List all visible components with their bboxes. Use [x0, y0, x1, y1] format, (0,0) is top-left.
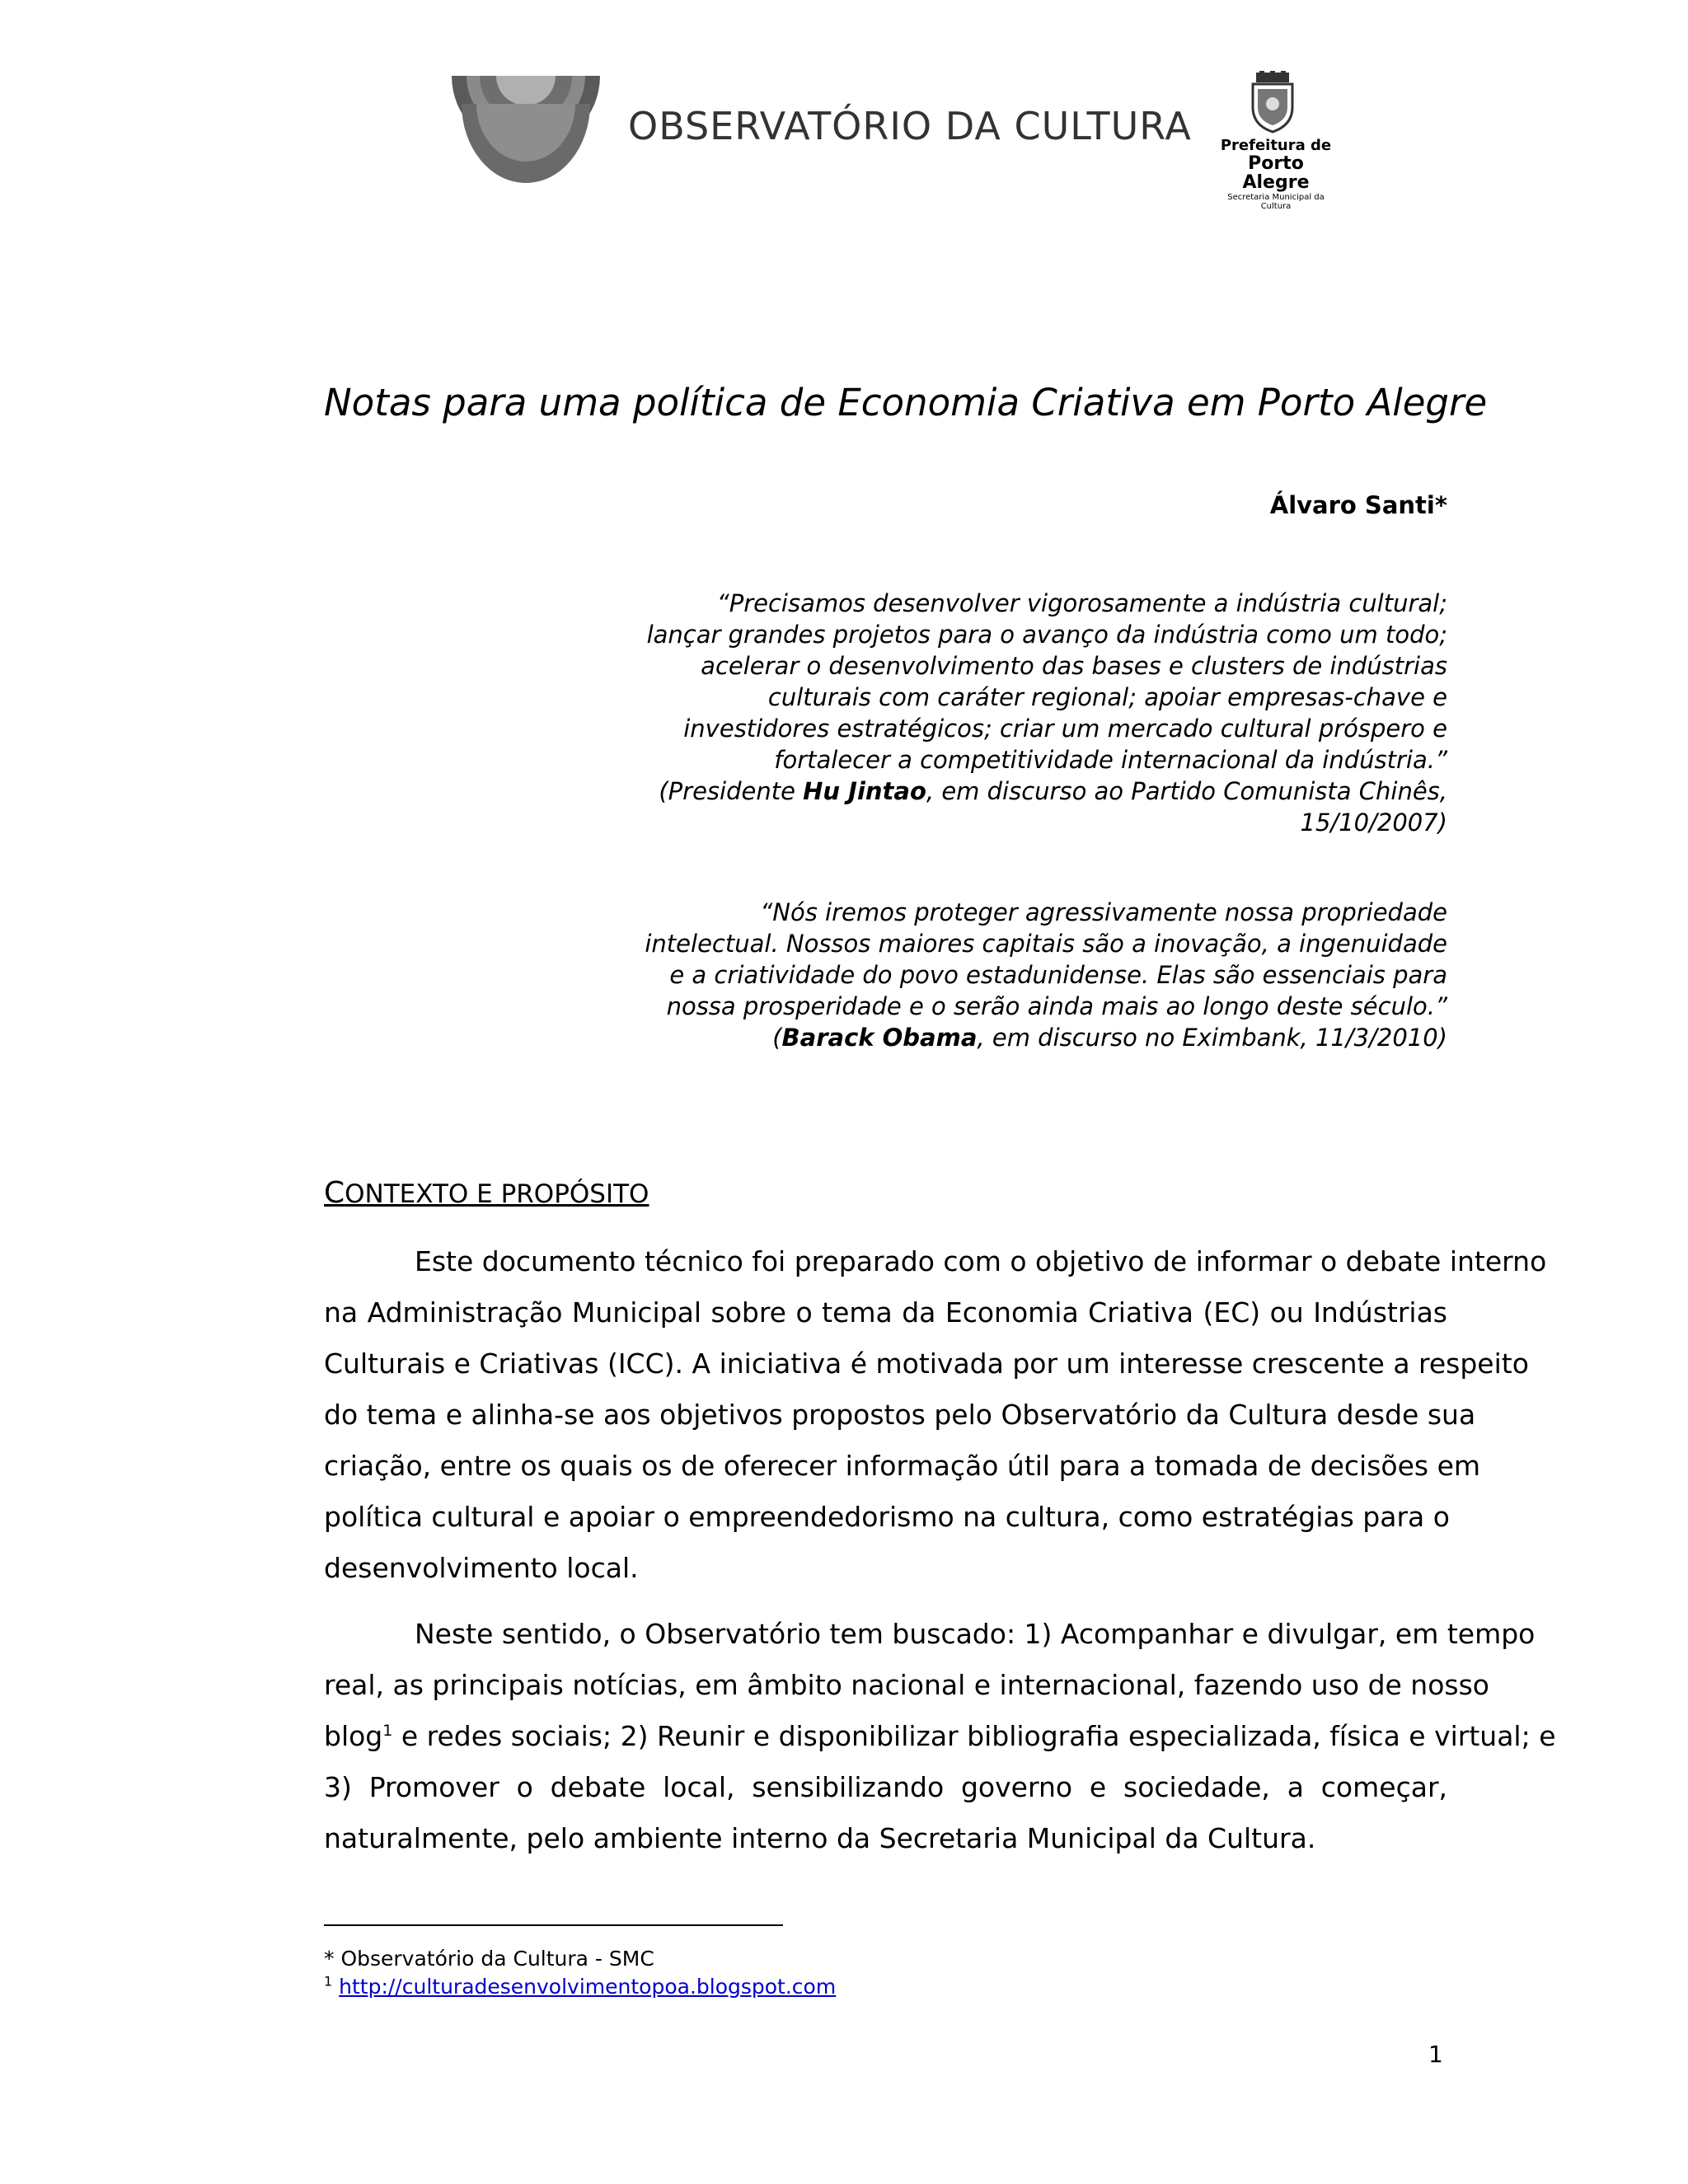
paragraph-line: 3) Promover o debate local, sensibilizando governo e sociedade, a começar,	[324, 1771, 1447, 1803]
paragraph-line: Culturais e Criativas (ICC). A iniciativa é motivada por um interesse crescente a respeito	[324, 1347, 1529, 1380]
body-paragraph-1	[324, 1236, 1547, 1594]
paragraph-line: Este documento técnico foi preparado com o objetivo de informar o debate interno	[415, 1245, 1547, 1277]
page-number: 1	[1428, 2041, 1443, 2068]
prefeitura-line3: Secretaria Municipal da Cultura	[1227, 193, 1325, 211]
epigraph-obama	[645, 897, 1447, 1053]
epigraph-line: fortalecer a competitividade internacional da indústria.”	[774, 746, 1447, 774]
paragraph-line: desenvolvimento local.	[324, 1552, 639, 1584]
footnote-author: * Observatório da Cultura - SMC	[324, 1947, 654, 1971]
epigraph-line: e a criatividade do povo estadunidense. Elas são essenciais para	[669, 961, 1447, 989]
paragraph-line: política cultural e apoiar o empreendedorismo na cultura, como estratégias para o	[324, 1501, 1450, 1533]
paragraph-line: blog$^1$ e redes sociais; 2) Reunir e disponibilizar bibliografia especializada, física e virtual; e	[324, 1720, 1556, 1752]
epigraph-date: 15/10/2007)	[1300, 808, 1447, 837]
footnote-ref[interactable]: 1	[382, 1722, 393, 1740]
footnote-marker: 1	[324, 1973, 333, 1990]
observatorio-logo-icon	[452, 76, 600, 183]
prefeitura-line1: Prefeitura de	[1220, 137, 1332, 154]
epigraph-attribution: (Presidente Hu Jintao, em discurso ao Partido Comunista Chinês,	[659, 777, 1447, 805]
blog-link[interactable]: http://culturadesenvolvimentopoa.blogspot.com	[339, 1975, 837, 1999]
epigraph-hu-jintao	[647, 588, 1447, 838]
document-title: Notas para uma política de Economia Criativa em Porto Alegre	[324, 381, 1488, 424]
epigraph-line: lançar grandes projetos para o avanço da indústria como um todo;	[646, 621, 1447, 649]
footnote-separator	[324, 1924, 783, 1926]
attribution-name: Barack Obama	[781, 1024, 978, 1052]
prefeitura-crest-icon	[1248, 71, 1297, 134]
epigraph-line: “Nós iremos proteger agressivamente nossa propriedade	[760, 898, 1447, 926]
epigraph-line: “Precisamos desenvolver vigorosamente a indústria cultural;	[716, 589, 1447, 617]
prefeitura-line2: Porto Alegre	[1242, 152, 1310, 193]
paragraph-line: Neste sentido, o Observatório tem buscado: 1) Acompanhar e divulgar, em tempo	[415, 1618, 1536, 1650]
epigraph-line: intelectual. Nossos maiores capitais são a inovação, a ingenuidade	[645, 930, 1447, 958]
paragraph-line: do tema e alinha-se aos objetivos propostos pelo Observatório da Cultura desde sua	[324, 1399, 1476, 1431]
paragraph-line: naturalmente, pelo ambiente interno da Secretaria Municipal da Cultura.	[324, 1822, 1316, 1854]
attribution-name: Hu Jintao	[803, 777, 926, 805]
epigraph-line: culturais com caráter regional; apoiar empresas-chave e	[767, 683, 1447, 711]
footnote-blog	[324, 1975, 836, 1999]
epigraph-line: nossa prosperidade e o serão ainda mais ao longo deste século.”	[666, 992, 1447, 1020]
paragraph-line: na Administração Municipal sobre o tema da Economia Criativa (EC) ou Indústrias	[324, 1296, 1447, 1329]
paragraph-line: real, as principais notícias, em âmbito nacional e internacional, fazendo uso de nosso	[324, 1669, 1489, 1701]
section-heading: CONTEXTO E PROPÓSITO	[324, 1176, 649, 1210]
author-name: Álvaro Santi*	[1269, 491, 1447, 519]
prefeitura-logo	[1218, 138, 1334, 211]
epigraph-line: investidores estratégicos; criar um mercado cultural próspero e	[683, 715, 1447, 743]
observatorio-title: OBSERVATÓRIO DA CULTURA	[628, 104, 1192, 148]
paragraph-line: criação, entre os quais os de oferecer informação útil para a tomada de decisões em	[324, 1450, 1481, 1482]
epigraph-line: acelerar o desenvolvimento das bases e clusters de indústrias	[701, 652, 1447, 680]
body-paragraph-2	[324, 1609, 1556, 1864]
epigraph-attribution: (Barack Obama, em discurso no Eximbank, 11/3/2010)	[772, 1024, 1447, 1052]
